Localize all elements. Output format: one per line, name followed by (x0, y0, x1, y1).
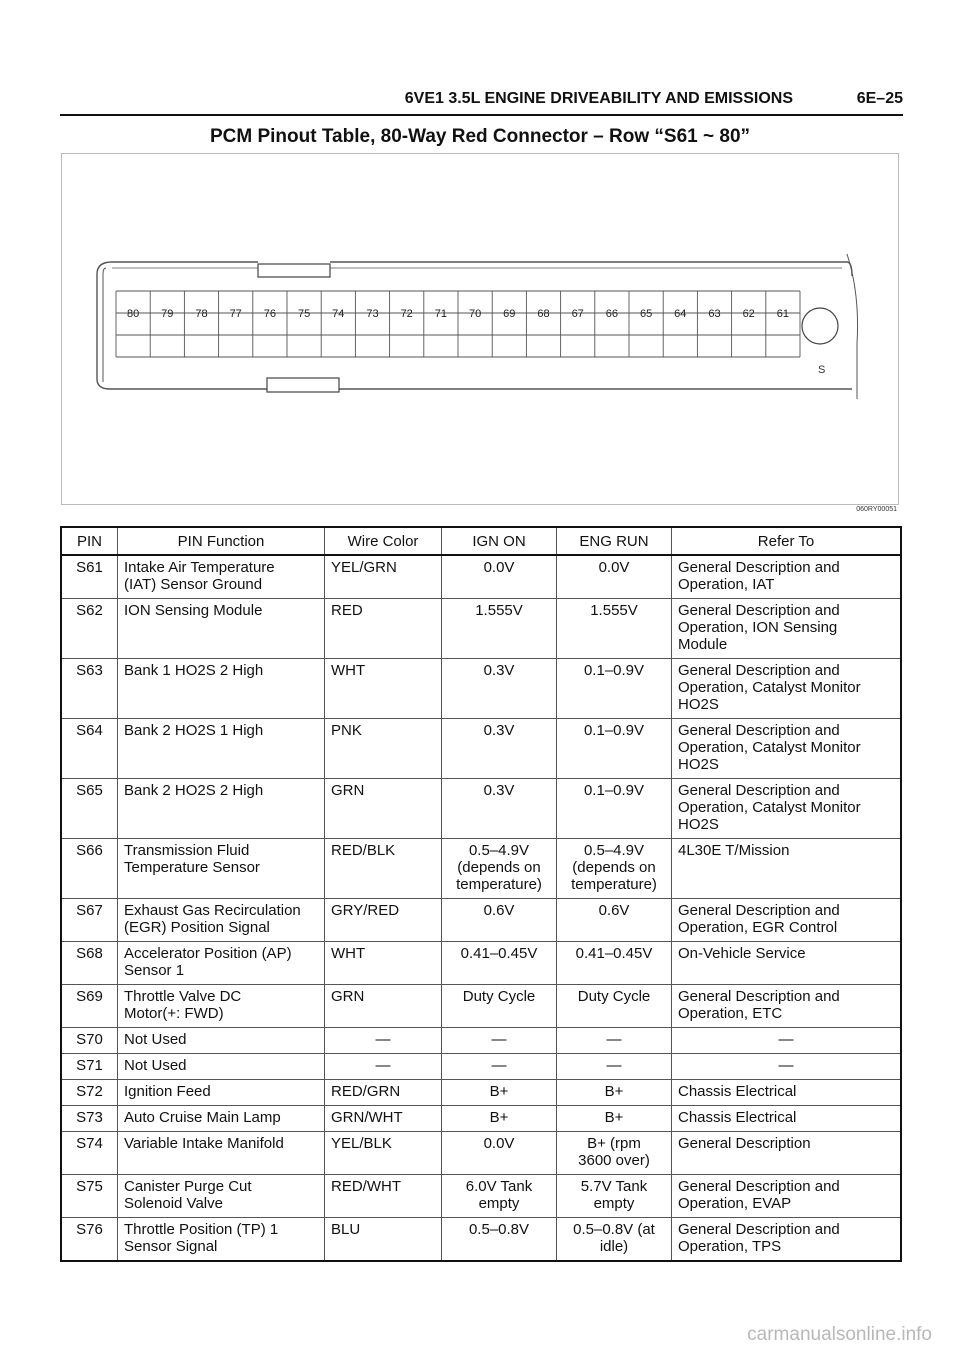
table-row (61, 1175, 901, 1218)
eng-run-cell: B+ (rpm 3600 over) (557, 1132, 672, 1175)
pin-function-cell: Not Used (118, 1054, 325, 1080)
pin-function-cell: Throttle Position (TP) 1 Sensor Signal (118, 1218, 325, 1262)
wire-color-cell: YEL/BLK (325, 1132, 442, 1175)
refer-to-cell: Chassis Electrical (672, 1106, 902, 1132)
pin-function-cell: Transmission Fluid Temperature Sensor (118, 839, 325, 899)
pin-cell: S68 (61, 942, 118, 985)
pin-cell: S71 (61, 1054, 118, 1080)
ign-on-cell: B+ (442, 1106, 557, 1132)
pin-number-label: 77 (229, 308, 242, 320)
header-rule (60, 114, 903, 116)
eng-run-cell: 0.5–4.9V (depends on temperature) (557, 839, 672, 899)
pin-function-cell: ION Sensing Module (118, 599, 325, 659)
wire-color-cell: RED/GRN (325, 1080, 442, 1106)
eng-run-cell: 0.5–0.8V (at idle) (557, 1218, 672, 1262)
table-header-row (61, 527, 901, 555)
pin-number-label: 61 (776, 308, 790, 320)
table-row (61, 1028, 901, 1054)
refer-to-cell: General Description and Operation, ETC (672, 985, 902, 1028)
pin-cell: S61 (61, 555, 118, 599)
pin-number-label: 76 (263, 308, 277, 320)
refer-to-cell: General Description and Operation, IAT (672, 555, 902, 599)
refer-to-cell: — (672, 1028, 902, 1054)
pin-function-cell: Intake Air Temperature (IAT) Sensor Ground (118, 555, 325, 599)
wire-color-cell: GRN (325, 779, 442, 839)
pin-number-label: 64 (674, 308, 687, 320)
wire-color-cell: — (325, 1054, 442, 1080)
header-title: 6VE1 3.5L ENGINE DRIVEABILITY AND EMISSIONS (404, 90, 793, 107)
wire-color-cell: RED (325, 599, 442, 659)
refer-to-cell: General Description and Operation, TPS (672, 1218, 902, 1262)
eng-run-cell: 0.1–0.9V (557, 719, 672, 779)
pin-function-cell: Auto Cruise Main Lamp (118, 1106, 325, 1132)
eng-run-cell: 0.0V (557, 555, 672, 599)
eng-run-cell: 0.6V (557, 899, 672, 942)
table-row (61, 779, 901, 839)
section-title: PCM Pinout Table, 80-Way Red Connector – Row “S61 ~ 80” (209, 126, 751, 147)
pin-function-cell: Exhaust Gas Recirculation (EGR) Position Signal (118, 899, 325, 942)
table-row (61, 899, 901, 942)
pin-number-label: 68 (537, 308, 550, 320)
col-ign-on: IGN ON (442, 527, 557, 555)
pin-number-label: 65 (639, 308, 653, 320)
pin-number-label: 69 (503, 308, 516, 320)
pin-cell: S65 (61, 779, 118, 839)
pin-function-cell: Ignition Feed (118, 1080, 325, 1106)
refer-to-cell: General Description and Operation, Catalyst Monitor HO2S (672, 719, 902, 779)
refer-to-cell: General Description and Operation, Catalyst Monitor HO2S (672, 659, 902, 719)
ign-on-cell: — (442, 1054, 557, 1080)
col-pin-function: PIN Function (118, 527, 325, 555)
refer-to-cell: General Description and Operation, EGR Control (672, 899, 902, 942)
refer-to-cell: General Description and Operation, ION Sensing Module (672, 599, 902, 659)
ign-on-cell: 0.6V (442, 899, 557, 942)
eng-run-cell: 0.1–0.9V (557, 659, 672, 719)
pin-number-label: 71 (434, 308, 448, 320)
ign-on-cell: 1.555V (442, 599, 557, 659)
refer-to-cell: General Description and Operation, Catalyst Monitor HO2S (672, 779, 902, 839)
pin-cell: S74 (61, 1132, 118, 1175)
table-row (61, 719, 901, 779)
eng-run-cell: B+ (557, 1106, 672, 1132)
ign-on-cell: — (442, 1028, 557, 1054)
wire-color-cell: WHT (325, 942, 442, 985)
pin-cell: S73 (61, 1106, 118, 1132)
pin-number-label: 73 (366, 308, 379, 320)
refer-to-cell: General Description and Operation, EVAP (672, 1175, 902, 1218)
pin-grid (116, 291, 800, 357)
pin-function-cell: Bank 2 HO2S 2 High (118, 779, 325, 839)
pin-function-cell: Bank 1 HO2S 2 High (118, 659, 325, 719)
pin-number-label: 67 (571, 308, 584, 320)
wire-color-cell: GRN (325, 985, 442, 1028)
connector-diagram (62, 154, 898, 504)
col-refer-to: Refer To (672, 527, 902, 555)
wire-color-cell: RED/BLK (325, 839, 442, 899)
pinout-table (60, 526, 902, 1262)
wire-color-cell: WHT (325, 659, 442, 719)
eng-run-cell: 0.41–0.45V (557, 942, 672, 985)
pin-number-label: 79 (161, 308, 174, 320)
pin-number-label: 75 (297, 308, 311, 320)
pin-cell: S69 (61, 985, 118, 1028)
pin-cell: S72 (61, 1080, 118, 1106)
col-pin: PIN (61, 527, 118, 555)
col-eng-run: ENG RUN (557, 527, 672, 555)
connector-circle (802, 308, 838, 344)
ign-on-cell: 0.3V (442, 659, 557, 719)
pin-function-cell: Variable Intake Manifold (118, 1132, 325, 1175)
page-header (60, 88, 903, 114)
pin-cell: S75 (61, 1175, 118, 1218)
table-row (61, 985, 901, 1028)
pin-cell: S67 (61, 899, 118, 942)
top-latch (258, 264, 330, 277)
pin-number-label: 78 (195, 308, 208, 320)
wire-color-cell: GRY/RED (325, 899, 442, 942)
refer-to-cell: — (672, 1054, 902, 1080)
pin-number-label: 80 (126, 308, 140, 320)
ign-on-cell: 0.3V (442, 779, 557, 839)
table-row (61, 1054, 901, 1080)
pin-function-cell: Not Used (118, 1028, 325, 1054)
page-number: 6E–25 (856, 90, 903, 107)
table-row (61, 1080, 901, 1106)
eng-run-cell: 0.1–0.9V (557, 779, 672, 839)
eng-run-cell: — (557, 1054, 672, 1080)
refer-to-cell: General Description (672, 1132, 902, 1175)
refer-to-cell: 4L30E T/Mission (672, 839, 902, 899)
ign-on-cell: 0.3V (442, 719, 557, 779)
pin-function-cell: Bank 2 HO2S 1 High (118, 719, 325, 779)
eng-run-cell: 5.7V Tank empty (557, 1175, 672, 1218)
pin-function-cell: Throttle Valve DC Motor(+: FWD) (118, 985, 325, 1028)
pin-cell: S66 (61, 839, 118, 899)
pin-function-cell: Canister Purge Cut Solenoid Valve (118, 1175, 325, 1218)
figure-code: 060RY00051 (856, 506, 897, 513)
ign-on-cell: B+ (442, 1080, 557, 1106)
ign-on-cell: Duty Cycle (442, 985, 557, 1028)
wire-color-cell: PNK (325, 719, 442, 779)
watermark: carmanualsonline.info (747, 1324, 932, 1345)
bottom-latch (267, 378, 339, 392)
ign-on-cell: 0.5–4.9V (depends on temperature) (442, 839, 557, 899)
pin-cell: S62 (61, 599, 118, 659)
wire-color-cell: GRN/WHT (325, 1106, 442, 1132)
table-row (61, 659, 901, 719)
eng-run-cell: 1.555V (557, 599, 672, 659)
side-label: S (818, 364, 826, 376)
refer-to-cell: Chassis Electrical (672, 1080, 902, 1106)
pin-cell: S64 (61, 719, 118, 779)
table-row (61, 942, 901, 985)
ign-on-cell: 0.0V (442, 555, 557, 599)
table-row (61, 555, 901, 599)
pin-number-label: 72 (400, 308, 413, 320)
connector-figure (61, 153, 899, 505)
table-row (61, 599, 901, 659)
pin-number-label: 62 (742, 308, 755, 320)
ign-on-cell: 0.5–0.8V (442, 1218, 557, 1262)
table-row (61, 1106, 901, 1132)
refer-to-cell: On-Vehicle Service (672, 942, 902, 985)
wire-color-cell: YEL/GRN (325, 555, 442, 599)
ign-on-cell: 0.0V (442, 1132, 557, 1175)
pin-number-label: 63 (708, 308, 721, 320)
pin-cell: S76 (61, 1218, 118, 1262)
pin-function-cell: Accelerator Position (AP) Sensor 1 (118, 942, 325, 985)
ign-on-cell: 6.0V Tank empty (442, 1175, 557, 1218)
wire-color-cell: BLU (325, 1218, 442, 1262)
pin-number-label: 66 (605, 308, 619, 320)
ign-on-cell: 0.41–0.45V (442, 942, 557, 985)
eng-run-cell: Duty Cycle (557, 985, 672, 1028)
wire-color-cell: RED/WHT (325, 1175, 442, 1218)
table-row (61, 1132, 901, 1175)
col-wire-color: Wire Color (325, 527, 442, 555)
pin-number-label: 70 (468, 308, 482, 320)
pin-number-label: 74 (332, 308, 345, 320)
wire-color-cell: — (325, 1028, 442, 1054)
table-row (61, 1218, 901, 1262)
table-row (61, 839, 901, 899)
eng-run-cell: — (557, 1028, 672, 1054)
pin-cell: S70 (61, 1028, 118, 1054)
eng-run-cell: B+ (557, 1080, 672, 1106)
pin-cell: S63 (61, 659, 118, 719)
